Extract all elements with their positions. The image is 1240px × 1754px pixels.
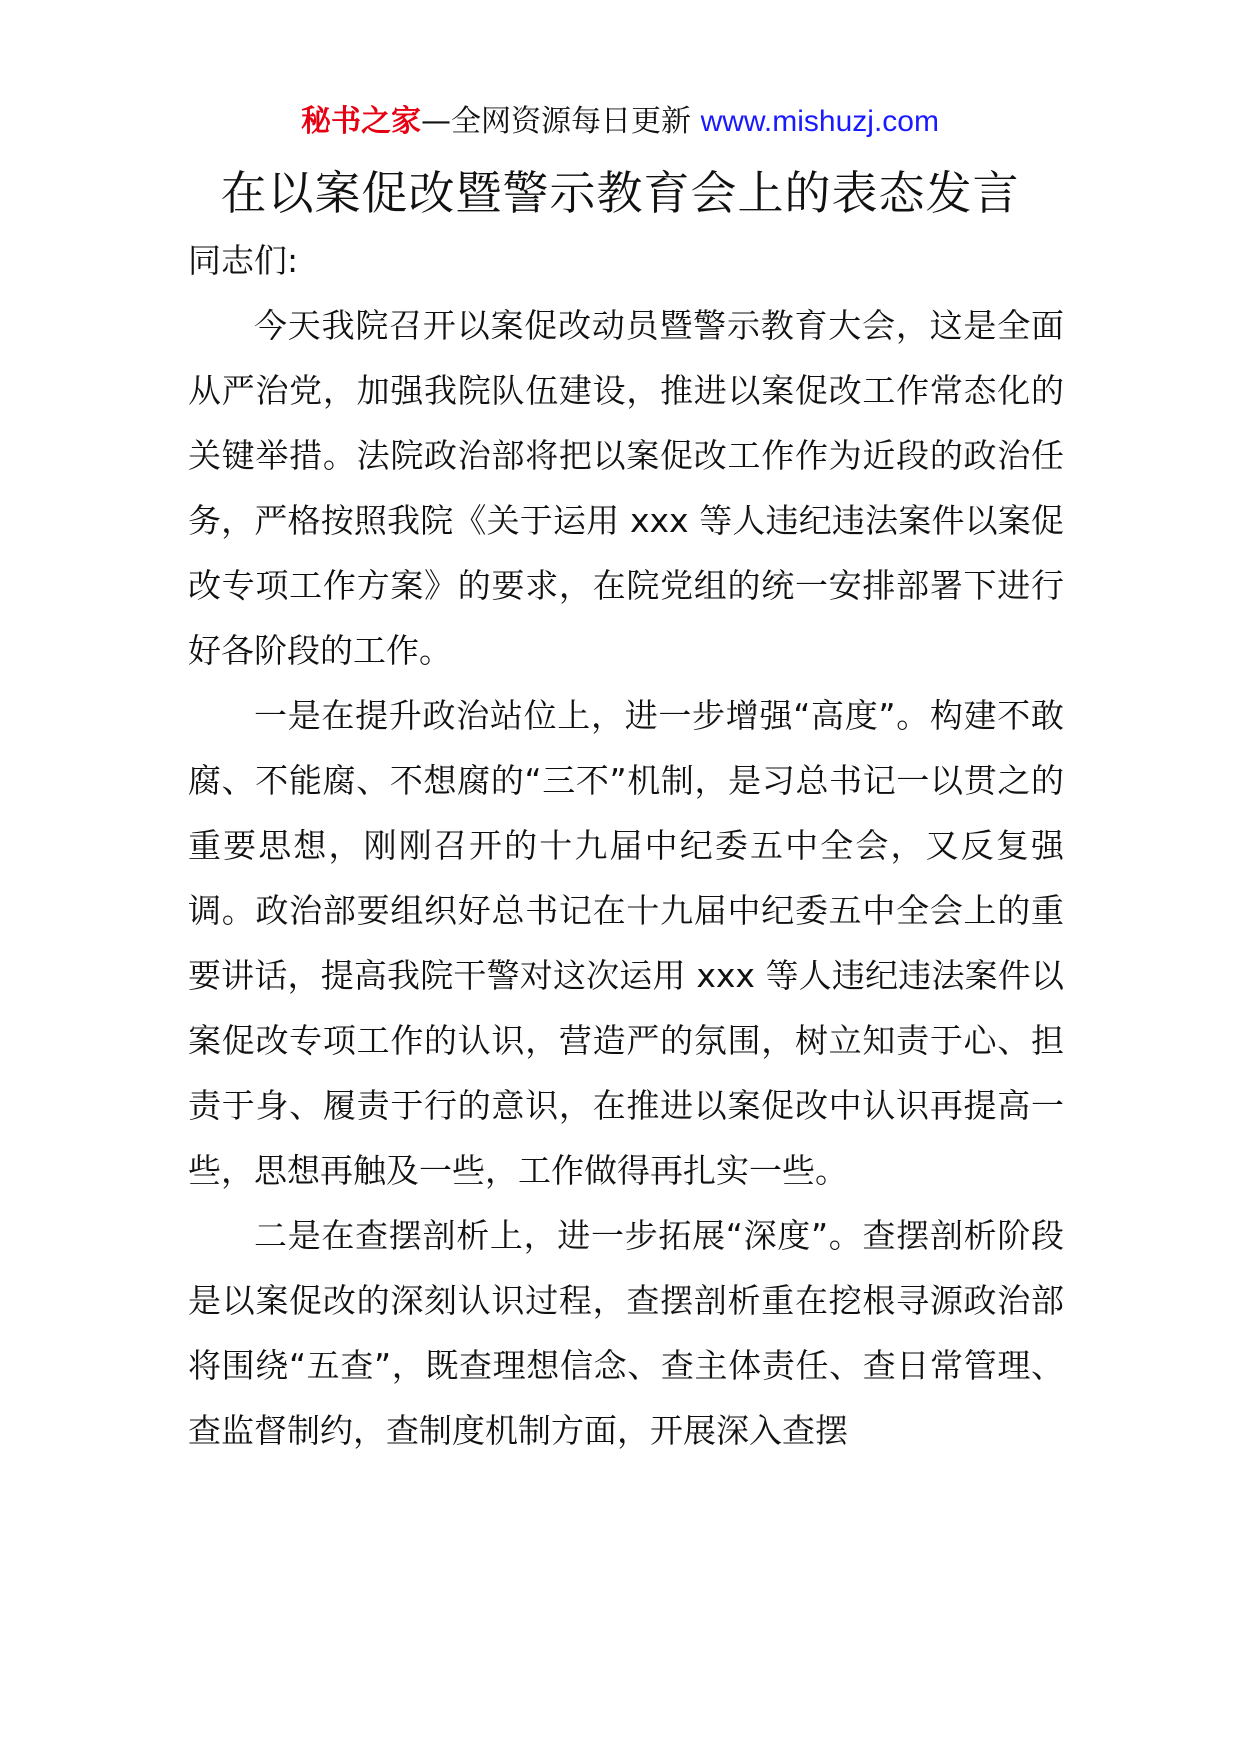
site-url-link[interactable]: www.mishuzj.com [700, 105, 939, 138]
brand-name: 秘书之家 [301, 104, 422, 139]
salutation: 同志们: [188, 241, 299, 280]
header-tagline: —全网资源每日更新 [421, 104, 701, 139]
document-title: 在以案促改暨警示教育会上的表态发言 [220, 166, 1020, 220]
paragraph-point-one: 一是在提升政治站位上，进一步增强“高度”。构建不敢腐、不能腐、不想腐的“三不”机制，是习总书记一以贯之的重要思想，刚刚召开的十九届中纪委五中全会，又反复强调。政治部要组织好总书记在十九届中纪委五中全会上的重要讲话，提高我院干警对这次运用 xxx 等人违纪违法案件以案促改专项工作的认识，营造严的氛围，树立知责于心、担责于身、履责于行的意识，在推进以案促改中认识再提高一些，思想再触及一些，工作做得再扎实一些。 [188, 696, 1064, 1190]
document-body [188, 228, 1064, 1463]
paragraph-point-two: 二是在查摆剖析上，进一步拓展“深度”。查摆剖析阶段是以案促改的深刻认识过程，查摆剖析重在挖根寻源政治部将围绕“五查”，既查理想信念、查主体责任、查日常管理、查监督制约，查制度机制方面，开展深入查摆 [188, 1216, 1064, 1450]
paragraph-intro: 今天我院召开以案促改动员暨警示教育大会，这是全面从严治党，加强我院队伍建设，推进以案促改工作常态化的关键举措。法院政治部将把以案促改工作作为近段的政治任务，严格按照我院《关于运用 xxx 等人违纪违法案件以案促改专项工作方案》的要求，在院党组的统一安排部署下进行好各阶段的工作。 [188, 306, 1064, 670]
site-header [0, 100, 1240, 144]
